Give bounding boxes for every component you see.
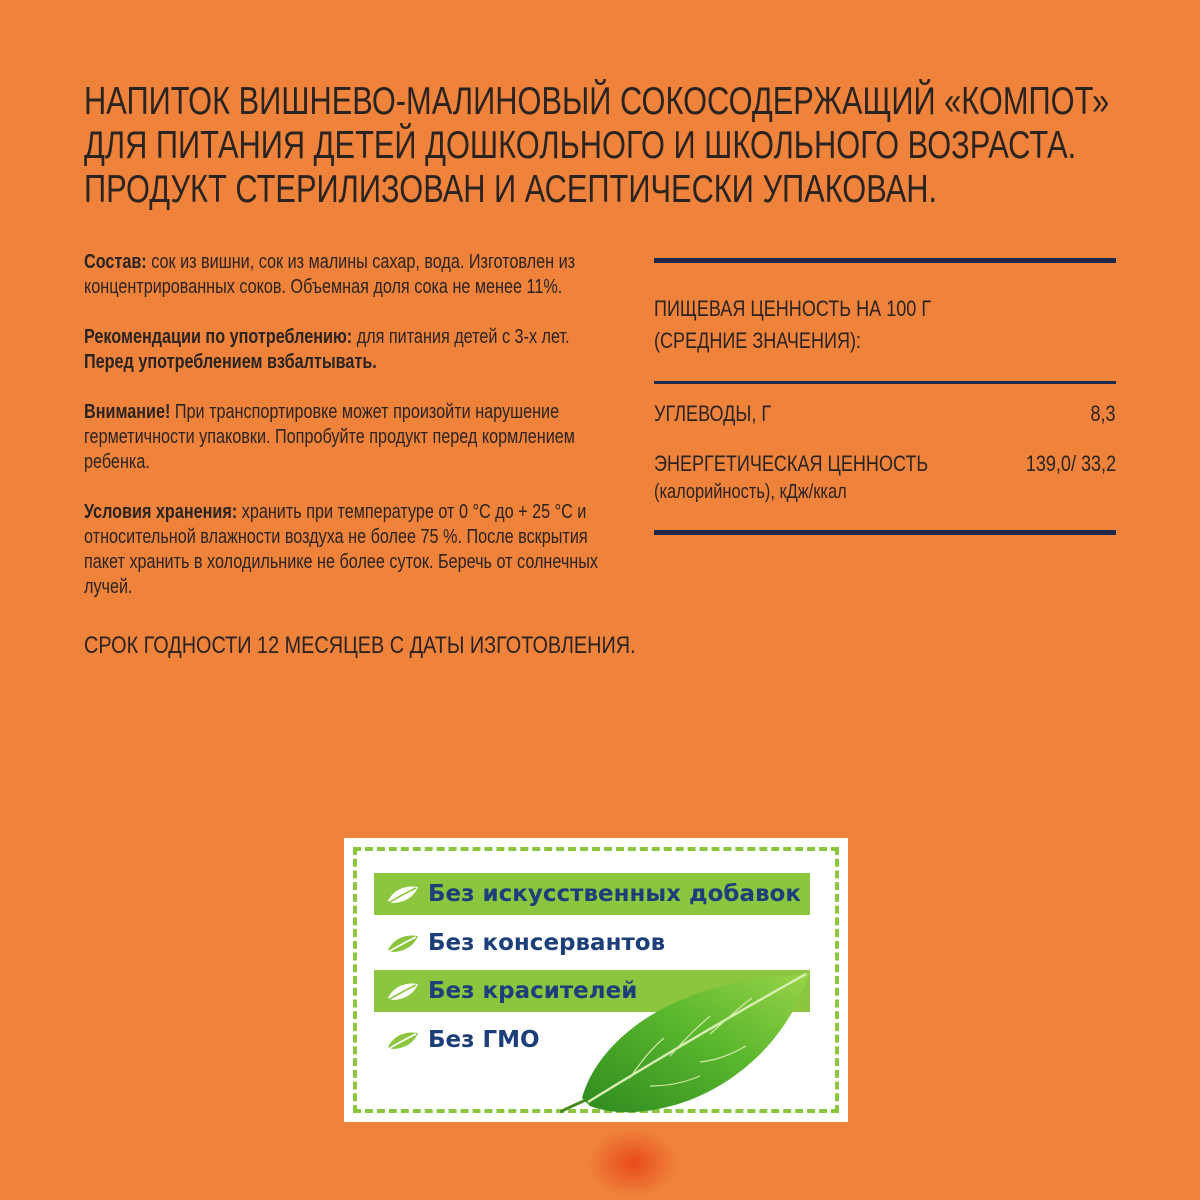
leaf-icon xyxy=(386,1027,420,1053)
nutrition-row-energy xyxy=(654,450,1116,530)
storage-paragraph xyxy=(84,500,619,600)
recommendations-label: Рекомендации по употреблению: xyxy=(84,326,353,348)
storage-text: хранить при температуре от 0 °С до + 25 °С и относительной влажности воздуха не более 75 %. После вскрытия пакет хранить в холодильнике не более суток. Беречь от солнечных лучей. xyxy=(84,501,598,598)
recommendations-text: для питания детей с 3-х лет. xyxy=(352,326,570,348)
nutrition-label: УГЛЕВОДЫ, Г xyxy=(654,401,772,426)
nutrition-label: ЭНЕРГЕТИЧЕСКАЯ ЦЕННОСТЬ xyxy=(654,451,929,476)
claim-text: Без красителей xyxy=(428,978,638,1004)
leaf-icon xyxy=(386,930,420,956)
claim-text: Без искусственных добавок xyxy=(428,881,801,907)
claim-no-additives xyxy=(374,873,810,915)
product-title-line-1: НАПИТОК ВИШНЕВО-МАЛИНОВЫЙ СОКОСОДЕРЖАЩИЙ «КОМПОТ» xyxy=(84,80,1110,123)
claim-text: Без консервантов xyxy=(428,930,666,956)
nutrition-bottom-rule xyxy=(654,530,1116,535)
leaf-icon xyxy=(386,978,420,1004)
product-title-line-2: ДЛЯ ПИТАНИЯ ДЕТЕЙ ДОШКОЛЬНОГО И ШКОЛЬНОГО ВОЗРАСТА. xyxy=(84,124,1077,167)
nutrition-value: 8,3 xyxy=(1090,401,1116,426)
product-title-line-3: ПРОДУКТ СТЕРИЛИЗОВАН И АСЕПТИЧЕСКИ УПАКОВАН. xyxy=(84,168,938,211)
warning-text: При транспортировке может произойти нарушение герметичности упаковки. Попробуйте продукт перед кормлением ребенка. xyxy=(84,401,575,473)
nutrition-table xyxy=(654,258,1116,535)
composition-paragraph xyxy=(84,250,619,300)
warning-paragraph xyxy=(84,400,619,475)
shake-note: Перед употреблением взбалтывать. xyxy=(84,351,377,373)
nutrition-heading-line-1: ПИЩЕВАЯ ЦЕННОСТЬ НА 100 Г xyxy=(654,296,932,321)
nutrition-row-carbohydrates xyxy=(654,384,1116,450)
nutrition-heading-line-2: (СРЕДНИЕ ЗНАЧЕНИЯ): xyxy=(654,328,862,353)
nutrition-sublabel: (калорийность), кДж/ккал xyxy=(654,481,847,503)
storage-label: Условия хранения: xyxy=(84,501,238,523)
warning-label: Внимание! xyxy=(84,401,171,423)
green-leaf-illustration-icon xyxy=(560,950,840,1150)
leaf-icon xyxy=(386,881,420,907)
recommendations-paragraph xyxy=(84,325,619,375)
nutrition-value: 139,0/ 33,2 xyxy=(1025,451,1116,476)
shelf-life: СРОК ГОДНОСТИ 12 МЕСЯЦЕВ С ДАТЫ ИЗГОТОВЛЕНИЯ. xyxy=(84,632,636,659)
product-title xyxy=(84,80,1148,212)
composition-label: Состав: xyxy=(84,251,147,273)
product-info-column xyxy=(84,250,636,660)
nutrition-heading xyxy=(654,263,1033,381)
claim-text: Без ГМО xyxy=(428,1027,540,1053)
composition-text: сок из вишни, сок из малины сахар, вода. Изготовлен из концентрированных соков. Объемная доля сока не менее 11%. xyxy=(84,251,576,298)
